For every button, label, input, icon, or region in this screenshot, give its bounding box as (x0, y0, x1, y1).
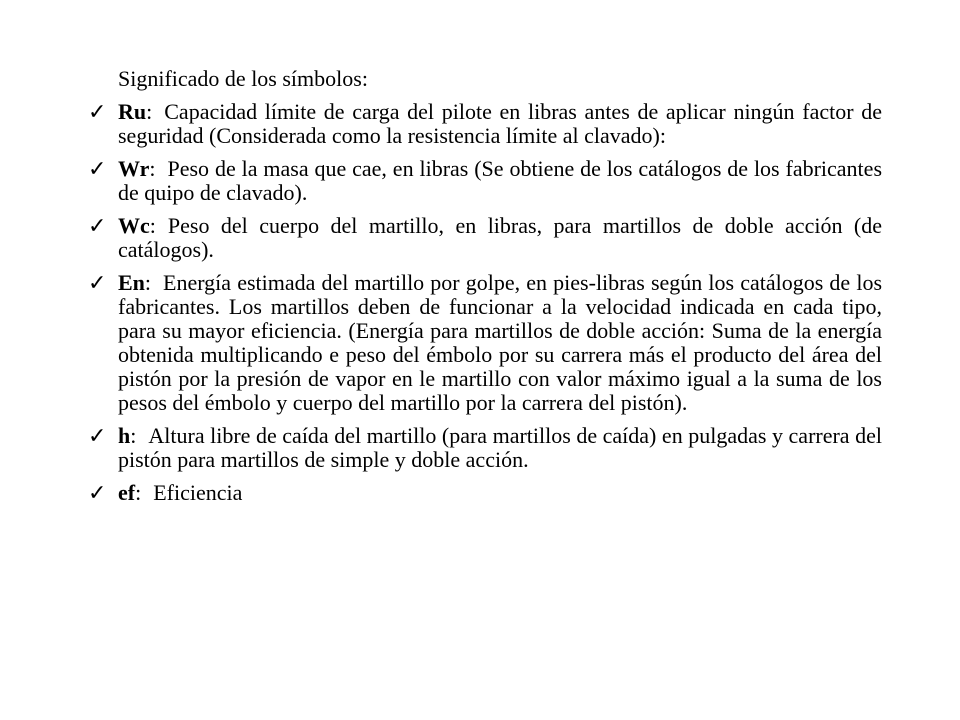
list-item (0, 100, 882, 148)
checkmark-icon: ✓ (88, 480, 107, 505)
symbol-term: Ru (118, 99, 147, 124)
symbol-separator: : (130, 423, 137, 448)
symbol-description: Peso de la masa que cae, en libras (Se obtiene de los catálogos de los fabricantes de quipo de clavado). (118, 156, 882, 205)
symbol-description: Peso del cuerpo del martillo, en libras, para martillos de doble acción (de catálogos). (118, 213, 882, 262)
symbol-term: En (118, 270, 145, 295)
list-item (0, 214, 882, 262)
checkmark-icon: ✓ (88, 99, 107, 124)
symbol-term: h (118, 423, 131, 448)
checkmark-icon: ✓ (88, 270, 107, 295)
list-item (0, 424, 882, 472)
symbol-term: Wc (118, 213, 150, 238)
symbol-separator: : (146, 99, 153, 124)
symbol-separator: : (149, 213, 156, 238)
checkmark-icon: ✓ (88, 423, 107, 448)
symbol-description: Eficiencia (153, 480, 243, 505)
symbol-description: Altura libre de caída del martillo (para martillos de caída) en pulgadas y carrera del pistón para martillos de simple y doble acción. (118, 423, 882, 472)
symbol-separator: : (144, 270, 152, 295)
symbol-term: ef (118, 480, 136, 505)
list-item (0, 481, 882, 505)
heading: Significado de los símbolos: (118, 66, 368, 91)
symbol-list (0, 100, 960, 514)
list-item (0, 157, 882, 205)
checkmark-icon: ✓ (88, 156, 107, 181)
symbol-description: Capacidad límite de carga del pilote en libras antes de aplicar ningún factor de seguridad (Considerada como la resistencia límite al clavado): (118, 99, 882, 148)
list-item (0, 271, 882, 415)
symbol-separator: : (149, 156, 156, 181)
symbol-term: Wr (118, 156, 150, 181)
checkmark-icon: ✓ (88, 213, 107, 238)
symbol-description: Energía estimada del martillo por golpe, en pies-libras según los catálogos de los fabricantes. Los martillos deben de funcionar a la velocidad indicada en cada tipo, para su mayor eficiencia. (Energía para martillos de doble acción: Suma de la energía obtenida multiplicando e peso del émbolo por su carrera más el producto del área del pistón por la presión de vapor en le martillo con valor máximo igual a la suma de los pesos del émbolo y cuerpo del martillo por la carrera del pistón). (118, 270, 882, 415)
symbol-separator: : (135, 480, 142, 505)
